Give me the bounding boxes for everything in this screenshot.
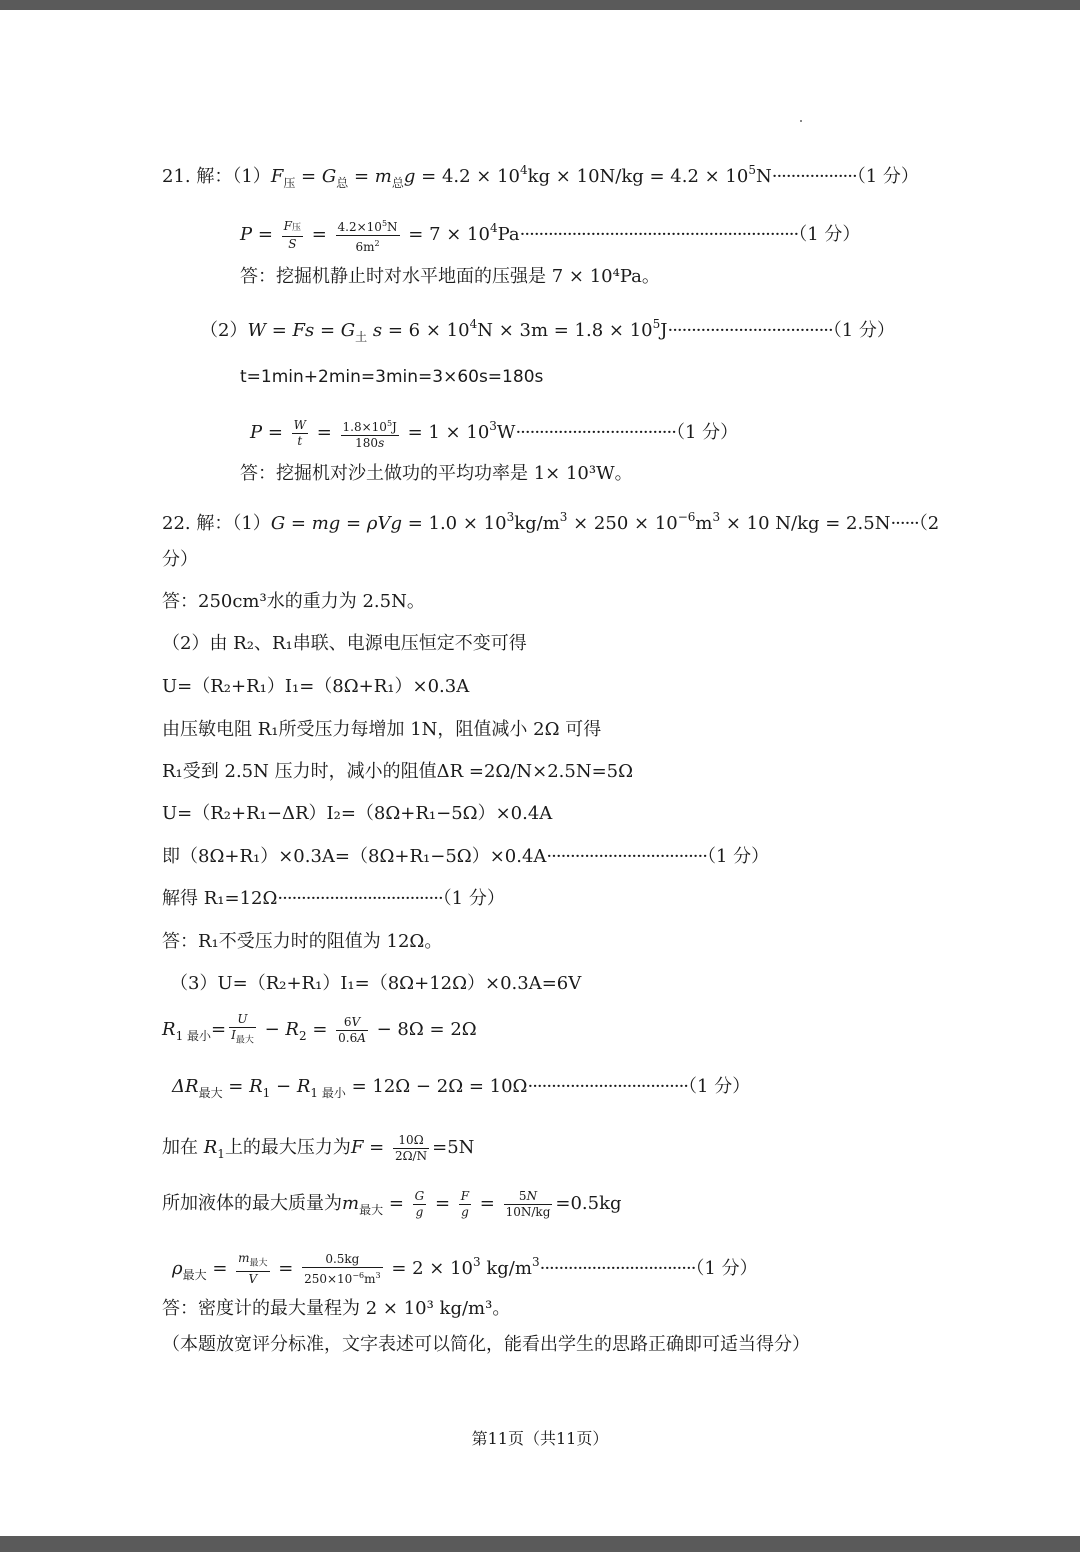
q21-l1-eq: $F_压 = G_总 = m_总g = 4.2 \times 10^4kg \times 10N/kg = 4.2 \times 10^5N$	[270, 163, 772, 190]
q22-line-13: $\Delta R_{最大} = R_1 - R_{1 最小} = 12\Omega - 2\Omega = 10\Omega\cdot\cdot\cdot\cdot\cdot\cdot\cdot\cdot\cdot\cdot\cdot\cdot\cdot\cdot\cdot\cdot\cdot\cdot\cdot\cdot\cdot\cdot\cdot\cdot\cdot\cdot\cdot\cdot\cdot\cdot\cdot\cdot\cdot\cdot(1$ 分）	[172, 1076, 751, 1100]
q22-line-2: 答：250cm³水的重力为 2.5N。	[162, 591, 425, 612]
q21-line-7: 答：挖掘机对沙土做功的平均功率是 1× 10³W。	[240, 463, 633, 484]
q22-line-14: 加在 $R_1$上的最大压力为F = $\frac{10\Omega}{2\Omega/N}$ =5N	[162, 1132, 475, 1163]
q22-line-12: $R_{1 最小}=$ $\frac{U}{I_{最大}}$ − $R_2$ = $\frac{6V}{0.6A}$ − 8Ω = 2Ω	[162, 1011, 477, 1046]
q22-line-5: 由压敏电阻 R₁所受压力每增加 1N，阻值减小 2Ω 可得	[162, 719, 602, 740]
q21-line-2: P = $\frac{\text{F压}}{S}$ = $\frac{4.2\times 10^5N}{6m^2}$ = $7 \times 10^4Pa\cdot\cdot\cdot\cdot\cdot\cdot\cdot\cdot\cdot\cdot\cdot\cdot\cdot\cdot\cdot\cdot\cdot\cdot\cdot\cdot\cdot\cdot\cdot\cdot\cdot\cdot\cdot\cdot\cdot\cdot\cdot\cdot\cdot\cdot\cdot\cdot\cdot\cdot\cdot\cdot\cdot\cdot\cdot\cdot\cdot\cdot\cdot\cdot\cdot\cdot\cdot\cdot\cdot\cdot\cdot\cdot\cdot\cdot\cdot(1$ 分）	[240, 210, 860, 255]
q22-line-15: 所加液体的最大质量为$m_{最大}$ = $\frac{G}{g}$ = $\frac{F}{g}$ = $\frac{5N}{10N/kg}$ =0.5kg	[162, 1188, 622, 1219]
q22-line-16: $\rho_{最大}$ = $\frac{m_{最大}}{V}$ = $\frac{0.5kg}{250\times 10^{-6}m^3}$ = $2 \times 10^3$ $kg/m^3\cdot\cdot\cdot\cdot\cdot\cdot\cdot\cdot\cdot\cdot\cdot\cdot\cdot\cdot\cdot\cdot\cdot\cdot\cdot\cdot\cdot\cdot\cdot\cdot\cdot\cdot\cdot\cdot\cdot\cdot\cdot\cdot\cdot(1$ 分）	[172, 1250, 758, 1287]
q21-line-4: $(2)W = Fs = G_土$ $s = 6 \times 10^4N \times 3m = 1.8 \times 10^5J\cdot\cdot\cdot\cdot\cdot\cdot\cdot\cdot\cdot\cdot\cdot\cdot\cdot\cdot\cdot\cdot\cdot\cdot\cdot\cdot\cdot\cdot\cdot\cdot\cdot\cdot\cdot\cdot\cdot\cdot\cdot\cdot\cdot\cdot\cdot(1$ 分）	[200, 317, 895, 344]
q22-l8-score: （1 分）	[706, 846, 770, 867]
page-footer: 第11页（共11页）	[471, 1429, 609, 1448]
q22-line-8: 即（8Ω+R₁）×0.3A=（8Ω+R₁−5Ω）×0.4A··································（1 分）	[162, 846, 770, 867]
bottom-bar	[0, 1536, 1080, 1552]
q22-line-7: U=（R₂+R₁−ΔR）I₂=（8Ω+R₁−5Ω）×0.4A	[162, 803, 553, 824]
q22-line-3: （2）由 R₂、R₁串联、电源电压恒定不变可得	[162, 633, 527, 654]
q22-line-11: （3）U=（R₂+R₁）I₁=（8Ω+12Ω）×0.3A=6V	[170, 973, 582, 994]
q22-line-6: R₁受到 2.5N 压力时，减小的阻值ΔR =2Ω/N×2.5N=5Ω	[162, 761, 634, 782]
q21-l6-score: （1 分）	[675, 422, 739, 443]
q22-line-17: 答：密度计的最大量程为 2 × 10³ kg/m³。	[162, 1298, 511, 1319]
q21-line-6: P = $\frac{W}{t}$ = $\frac{1.8\times 10^5J}{180s}$ = $1 \times 10^3W\cdot\cdot\cdot\cdot\cdot\cdot\cdot\cdot\cdot\cdot\cdot\cdot\cdot\cdot\cdot\cdot\cdot\cdot\cdot\cdot\cdot\cdot\cdot\cdot\cdot\cdot\cdot\cdot\cdot\cdot\cdot\cdot\cdot\cdot(1$ 分）	[250, 417, 739, 450]
q21-lead: 21. 解：（1）	[162, 166, 271, 187]
q22-l1-score: （2	[918, 513, 940, 534]
q21-line-3: 答：挖掘机静止时对水平地面的压强是 7 × 10⁴Pa。	[240, 266, 660, 287]
q22-line-4: U=（R₂+R₁）I₁=（8Ω+R₁）×0.3A	[162, 676, 470, 697]
q22-line-9: 解得 R₁=12Ω···································（1 分）	[162, 888, 505, 909]
q22-line-1: 22. 解：（1）G = mg = $\rho Vg = 1.0 \times 10^3kg/m^3 \times 250 \times 10^{-6}m^3 \times 10$ N/kg = 2.5N······（2	[162, 510, 940, 534]
q22-l9-score: （1 分）	[442, 888, 505, 909]
q21-line-5: t=1min+2min=3min=3×60s=180s	[240, 367, 544, 387]
q22-note: （本题放宽评分标准，文字表述可以简化，能看出学生的思路正确即可适当得分）	[162, 1334, 810, 1355]
q21-l1-score: （1 分）	[856, 166, 919, 187]
q21-l2-score: （1 分）	[798, 224, 861, 245]
q22-lead: 22. 解：（1）	[162, 513, 271, 534]
q22-l16-score: （1 分）	[695, 1258, 758, 1279]
q22-l8-eq: 即（8Ω+R₁）×0.3A=（8Ω+R₁−5Ω）×0.4A	[162, 846, 547, 867]
q22-l9-eq: 解得 R₁=12Ω	[162, 888, 278, 909]
q21-l4-lead: （2）	[200, 320, 248, 341]
q22-line-10: 答：R₁不受压力时的阻值为 12Ω。	[162, 931, 443, 952]
top-bar	[0, 0, 1080, 10]
q22-l13-score: （1 分）	[688, 1076, 751, 1097]
q21-line-1: 21. 解：$(1)F_压 = G_总 = m_总g = 4.2 \times 10^4kg \times 10N/kg = 4.2 \times 10^5N\cdot\cdot\cdot\cdot\cdot\cdot\cdot\cdot\cdot\cdot\cdot\cdot\cdot\cdot\cdot\cdot\cdot\cdot(1$ 分）	[162, 163, 919, 190]
q22-line-1b: 分）	[162, 549, 198, 570]
q21-l4-score: （1 分）	[832, 320, 895, 341]
speck	[800, 120, 802, 122]
